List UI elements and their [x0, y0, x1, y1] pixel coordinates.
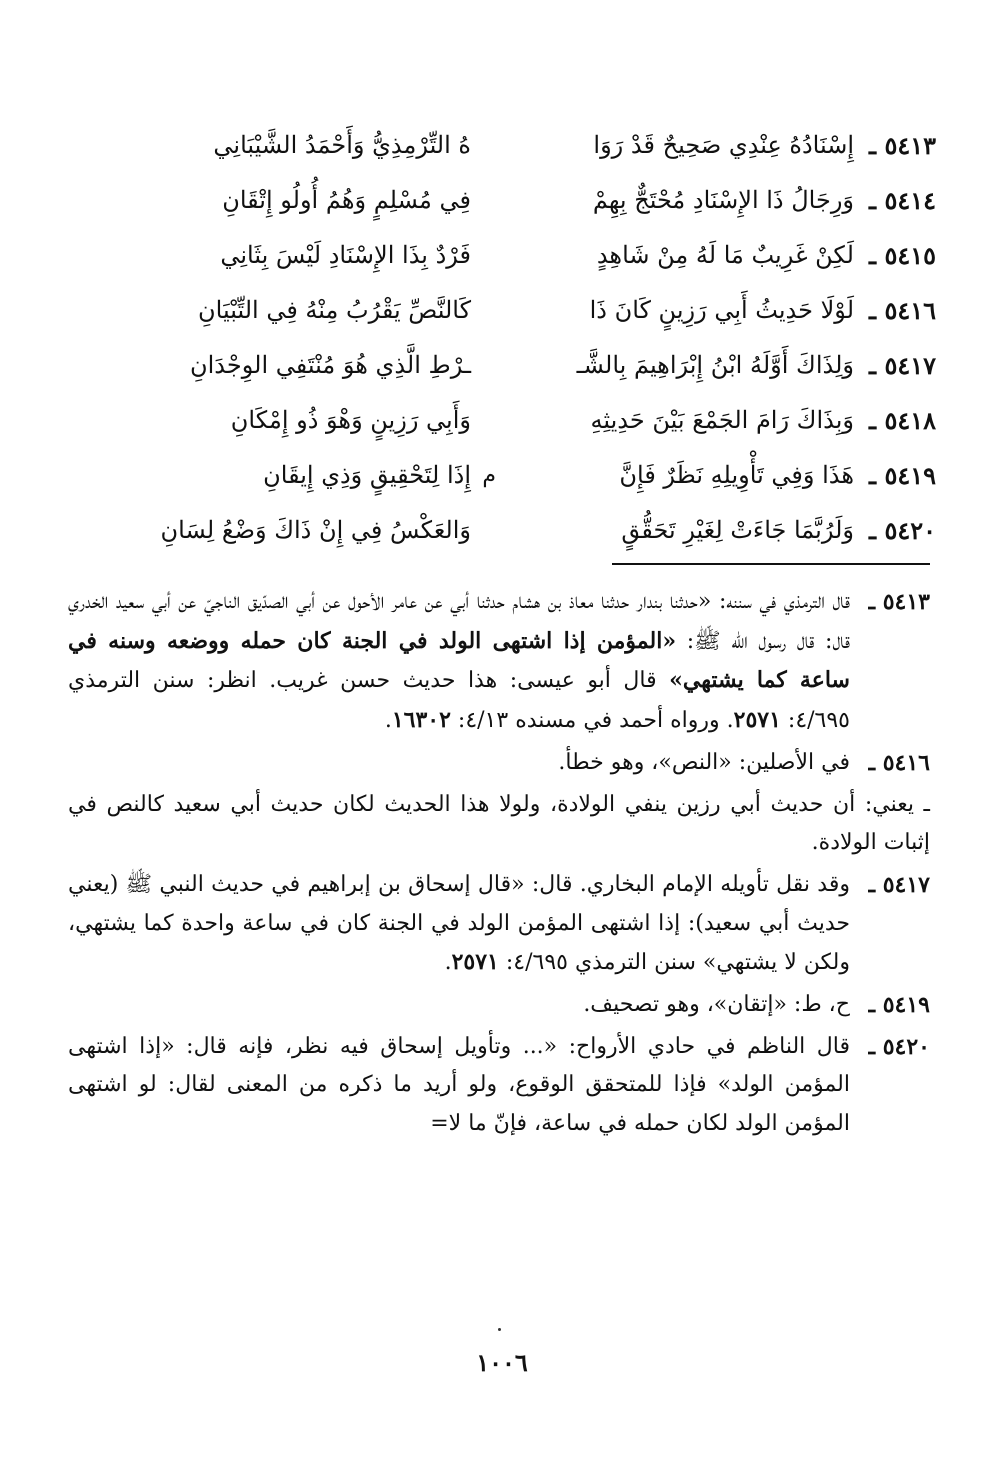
footnote-separator: [612, 563, 930, 565]
verse-first-hemistich: وَلَرُبَّمَا جَاءَتْ لِغَيْرِ تَحَقُّقٍ: [621, 516, 854, 544]
verse-line: [60, 393, 936, 448]
footnote-number: ٥٤١٩ ـ: [868, 992, 930, 1019]
verse-first-hemistich: وَبِذَاكَ رَامَ الجَمْعَ بَيْنَ حَدِيثِهِ: [590, 406, 854, 434]
footnote: [68, 786, 930, 863]
footnote-number: ٥٤٢٠ ـ: [868, 1033, 930, 1060]
footnote-bold-text: ١٦٣٠٢: [391, 707, 451, 734]
footnote-bold-text: «المؤمن إذا اشتهى الولد في الجنة كان حمله ووضعه وسنه في ساعة كما يشتهي»: [68, 627, 850, 694]
verse-second-hemistich: إِذَا لِتَحْقِيقٍ وَذِي إِيقَانِ: [263, 461, 471, 489]
footnote-text: قال الناظم في حادي الأرواح: «... وتأويل إسحاق فيه نظر، فإنه قال: «إذا اشتهى المؤمن الولد» فإذا للمتحقق الوقوع، ولو أريد ما ذكره من المعنى لقال: لو اشتهى المؤمن الولد لكان حمله في ساعة، فإنّ ما لا=: [68, 1033, 850, 1137]
verse-number: ٥٤١٦ ـ: [869, 296, 936, 325]
footnote-text: ح، ط: «إتقان»، وهو تصحيف.: [583, 992, 850, 1018]
verse-line: [60, 283, 936, 338]
verse-second-hemistich: وَأَبِي رَزِينٍ وَهْوَ ذُو إِمْكَانِ: [230, 406, 471, 434]
footnote-text: قال أبو عيسى: هذا حديث حسن غريب. انظر: سنن الترمذي ٤/٦٩٥:: [68, 668, 850, 734]
verse-second-hemistich: وَالعَكْسُ فِي إِنْ ذَاكَ وَضْعُ لِسَانِ: [160, 516, 471, 544]
verse-number: ٥٤١٨ ـ: [869, 406, 936, 435]
verse-mark: م: [482, 463, 496, 488]
footnote-text: وقد نقل تأويله الإمام البخاري. قال: «قال إسحاق بن إبراهيم في حديث النبي ﷺ (يعني حديث أبي سعيد): إذا اشتهى المؤمن الولد في الجنة كان في ساعة واحدة كما يشتهي، ولكن لا يشتهي» سنن الترمذي ٤/٦٩٥:: [68, 871, 850, 976]
verse-second-hemistich: كَالنَّصِّ يَقْرُبُ مِنْهُ فِي التِّبْيَانِ: [198, 296, 471, 324]
verse-first-hemistich: إِسْنَادُهُ عِنْدِي صَحِيحٌ قَدْ رَوَا: [593, 131, 854, 159]
poem-verses: [60, 118, 936, 558]
verse-line: [60, 448, 936, 503]
verse-number: ٥٤١٥ ـ: [869, 241, 936, 270]
footnote-number: ٥٤١٧ ـ: [868, 871, 930, 898]
footnotes: [68, 583, 930, 1147]
footnote-bold-text: ٢٥٧١: [733, 707, 781, 734]
footnote: [68, 583, 930, 741]
footnote: [68, 986, 930, 1025]
footnote-number: ٥٤١٣ ـ: [868, 589, 930, 615]
footnote-text: .: [444, 950, 452, 976]
verse-line: [60, 338, 936, 393]
verse-line: [60, 228, 936, 283]
footnote-text: في الأصلين: «النص»، وهو خطأ.: [558, 749, 850, 775]
verse-number: ٥٤١٩ ـ: [869, 461, 936, 490]
footnote-text: ـ يعني: أن حديث أبي رزين ينفي الولادة، ولولا هذا الحديث لكان حديث أبي سعيد كالنص في إثبات الولادة.: [68, 791, 930, 856]
verse-second-hemistich: فَرْدٌ بِذَا الإِسْنَادِ لَيْسَ بِثَانِي: [220, 241, 471, 269]
footnote: [68, 1028, 930, 1144]
footnote-number: ٥٤١٦ ـ: [868, 749, 930, 776]
verse-line: [60, 503, 936, 558]
verse-first-hemistich: لَوْلَا حَدِيثُ أَبِي رَزِينٍ كَانَ ذَا: [589, 296, 854, 324]
verse-first-hemistich: هَذَا وَفِي تَأْوِيلِهِ نَظَرٌ فَإِنَّ: [619, 461, 854, 489]
footnote-bold-text: ٢٥٧١: [451, 949, 499, 976]
verse-line: [60, 173, 936, 228]
verse-first-hemistich: وَرِجَالُ ذَا الإِسْنَادِ مُحْتَجٌّ بِهِمْ: [592, 186, 854, 214]
verse-second-hemistich: هُ التِّرْمِذِيُّ وَأَحْمَدُ الشَّيْبَانِي: [213, 131, 471, 159]
scan-speck: [498, 1328, 501, 1331]
verse-number: ٥٤١٤ ـ: [869, 186, 936, 215]
footnote: [68, 744, 930, 783]
verse-second-hemistich: ـرْطِ الَّذِي هُوَ مُنْتَفِي الوِجْدَانِ: [190, 351, 471, 379]
page-number: ١٠٠٦: [476, 1348, 528, 1377]
verse-number: ٥٤٢٠ ـ: [869, 516, 936, 545]
footnote-text: .: [384, 708, 392, 734]
verse-number: ٥٤١٧ ـ: [869, 351, 936, 380]
verse-second-hemistich: فِي مُسْلِمٍ وَهُمُ أُولُو إِتْقَانِ: [222, 186, 471, 214]
verse-line: [60, 118, 936, 173]
footnote: [68, 866, 930, 983]
verse-number: ٥٤١٣ ـ: [869, 131, 936, 160]
verse-first-hemistich: وَلِذَاكَ أَوَّلَهُ ابْنُ إِبْرَاهِيمَ بِالشَّـ: [576, 351, 854, 379]
footnote-text: . ورواه أحمد في مسنده ٤/١٣:: [450, 708, 734, 734]
verse-first-hemistich: لَكِنْ غَرِيبٌ مَا لَهُ مِنْ شَاهِدٍ: [596, 241, 854, 269]
footnote-text: قال الترمذي في سننه: «حدثنا بندار حدثنا معاذ بن هشام حدثنا أبي عن عامر الأحول عن أبي الصدّيق الناجيّ عن أبي سعيد الخدري قال: قال رسول الله ﷺ:: [68, 589, 850, 654]
